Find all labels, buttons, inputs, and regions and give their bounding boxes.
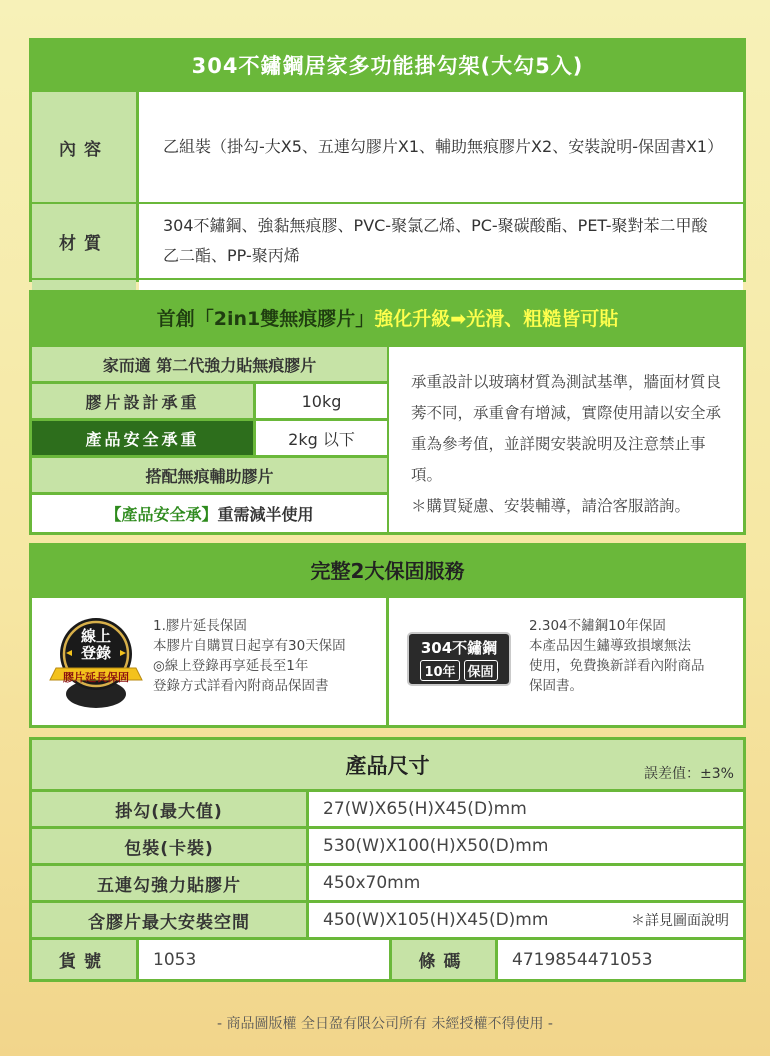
spec-row-material [29,204,746,278]
spec-row-content [29,92,746,202]
spec-value: 乙組裝（掛勾-大X5、五連勾膠片X1、輔助無痕膠片X2、安裝說明-保固書X1） [139,92,743,202]
warranty-film-line: 1.膠片延長保固 [153,618,247,634]
badge-2-year: 10年 [420,660,459,681]
spec-label: 內容 [32,92,136,202]
size-row-value: 450x70mm [309,866,743,900]
warranty-film-text [153,616,346,696]
feature-panel [29,290,746,535]
warranty-item-film [32,598,386,725]
spec-value: 304不鏽鋼、強黏無痕膠、PVC-聚氯乙烯、PC-聚碳酸酯、PET-聚對苯二甲酸乙二酯、PP-聚丙烯 [139,204,743,278]
warranty-steel-line: 本產品因生鏽導致損壞無法 [529,638,691,654]
item-info-row [32,940,743,979]
warranty-steel-line: 2.304不鏽鋼10年保固 [529,618,666,634]
badge-1-ribbon: 膠片延長保固 [63,671,129,684]
size-row-label: 含膠片最大安裝空間 [32,903,306,937]
size-panel [29,737,746,982]
service-note-text: ＊購買疑慮、安裝輔導，請洽客服諮詢。 [411,497,691,515]
design-load-label: 膠片設計承重 [32,384,253,418]
load-note-text: 承重設計以玻璃材質為測試基準，牆面材質良莠不同，承重會有增減，實際使用請以安全承重為參考值，並詳閱安裝說明及注意禁止事項。 [411,373,722,484]
size-row [32,866,743,900]
aux-note-rest: 重需減半使用 [217,505,314,524]
badge-2-word: 保固 [464,660,498,681]
warranty-panel [29,543,746,728]
spec-title: 304不鏽鋼居家多功能掛勾架(大勾5入) [29,38,746,92]
size-row-value [309,903,743,937]
online-register-badge-icon [42,610,150,714]
size-row-value-text: 450(W)X105(H)X45(D)mm [323,910,549,930]
badge-1-line1: 線上 [80,627,111,645]
badge-1-line2: 登錄 [80,644,111,662]
size-row-label: 包裝(卡裝) [32,829,306,863]
aux-note-highlight: 【產品安全承】 [105,505,218,524]
size-row-value: 530(W)X100(H)X50(D)mm [309,829,743,863]
warranty-steel-line: 使用，免費換新詳看內附商品 [529,658,705,674]
size-row-label: 五連勾強力貼膠片 [32,866,306,900]
copyright-footer: - 商品圖版權 全日盈有限公司所有 未經授權不得使用 - [217,1016,553,1032]
feature-title-main: 首創「2in1雙無痕膠片」 [156,307,375,330]
aux-film-label: 搭配無痕輔助膠片 [32,458,387,492]
barcode-value: 4719854471053 [498,940,743,979]
steel-warranty-badge-icon [407,632,511,686]
feature-title [29,290,746,344]
warranty-film-line: 本膠片自購買日起享有30天保固 [153,638,346,654]
warranty-steel-text [529,616,705,696]
safe-load-label: 產品安全承重 [32,421,253,455]
warranty-item-steel [389,598,743,725]
load-table-header: 家而適 第二代強力貼無痕膠片 [32,347,387,381]
tolerance-note: 誤差值：±3% [644,766,734,782]
feature-title-accent: 強化升級➡光滑、粗糙皆可貼 [374,307,619,330]
warranty-film-line: ◎線上登錄再享延長至1年 [153,658,309,674]
barcode-label: 條碼 [392,940,495,979]
aux-film-note [32,495,387,532]
size-row [32,903,743,937]
size-title: 產品尺寸 [32,740,743,789]
item-no-label: 貨號 [32,940,136,979]
design-load-value: 10kg [256,384,387,418]
warranty-steel-line: 保固書。 [529,678,583,694]
spec-panel [29,38,746,282]
load-note [389,347,743,532]
size-row [32,792,743,826]
size-row-note: ＊詳見圖面說明 [631,913,729,929]
warranty-title: 完整2大保固服務 [29,543,746,595]
spec-label: 材質 [32,204,136,278]
size-row [32,829,743,863]
safe-load-value: 2kg 以下 [256,421,387,455]
badge-2-top: 304不鏽鋼 [420,639,498,657]
size-row-label: 掛勾(最大值) [32,792,306,826]
item-no-value: 1053 [139,940,389,979]
size-row-value: 27(W)X65(H)X45(D)mm [309,792,743,826]
warranty-film-line: 登錄方式詳看內附商品保固書 [153,678,329,694]
